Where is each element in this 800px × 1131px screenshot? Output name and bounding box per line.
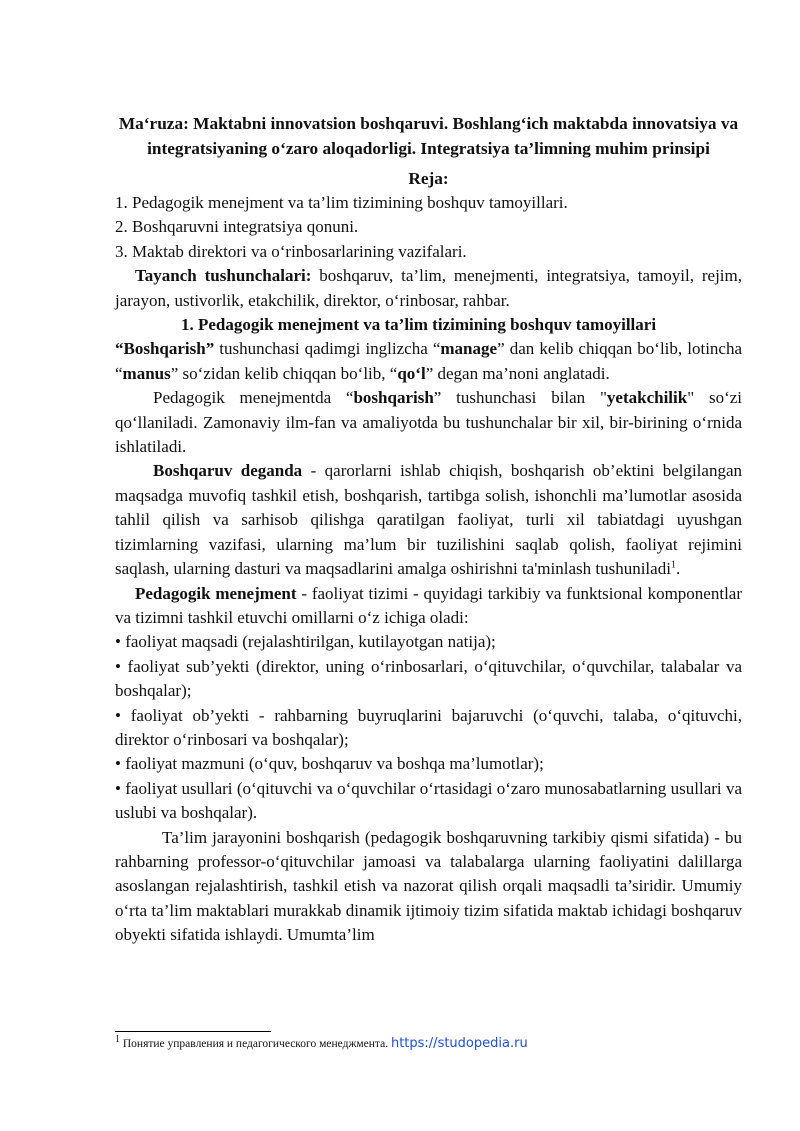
footnote xyxy=(115,1036,528,1052)
footnote-link[interactable]: https://studopedia.ru xyxy=(390,1036,528,1051)
term-qol: qo‘l xyxy=(397,363,426,383)
text-span: ” degan ma’noni anglatadi. xyxy=(425,363,610,383)
text-span: tushunchasi qadimgi inglizcha “ xyxy=(214,339,441,359)
text-span: ” tushunchasi bilan " xyxy=(433,388,607,408)
term-yetakchilik: yetakchilik xyxy=(606,388,688,408)
term-manus: manus xyxy=(122,363,171,383)
text-span: . xyxy=(675,559,681,579)
term-manage: manage xyxy=(440,339,498,359)
bullet-item: • faoliyat sub’yekti (direktor, uning o‘rinbosarlari, o‘qituvchilar, o‘quvchilar, talabalar va boshqalar); xyxy=(115,656,742,701)
plan-item: 1. Pedagogik menejment va ta’lim tizimining boshquv tamoyillari. xyxy=(115,193,568,212)
text-span: " so‘zi qo‘llaniladi. Zamonaviy ilm-fan va amaliyotda bu tushunchalar bir xil, bir-birining o‘rnida ishlatiladi. xyxy=(115,388,742,457)
term-pedagogik-menejment: Pedagogik menejment xyxy=(135,583,297,603)
paragraph-boshqaruv-deganda xyxy=(115,459,742,581)
section-heading: 1. Pedagogik menejment va ta’lim tizimining boshquv tamoyillari xyxy=(181,315,657,335)
bullet-item: • faoliyat mazmuni (o‘quv, boshqaruv va boshqa ma’lumotlar); xyxy=(115,754,544,774)
bullet-item: • faoliyat ob’yekti - rahbarning buyruqlarini bajaruvchi (o‘quvchi, talaba, o‘qituvchi, direktor o‘rinbosari va boshqalar); xyxy=(115,705,742,749)
paragraph-pedagogik-menejment xyxy=(115,582,742,631)
bullet-item: • faoliyat usullari (o‘qituvchi va o‘quvchilar o‘rtasidagi o‘zaro munosabatlarning usullari va uslubi va boshqalar). xyxy=(115,778,742,823)
text-span: ” so‘zidan kelib chiqqan bo‘lib, “ xyxy=(170,363,398,383)
plan-item: 2. Boshqaruvni integratsiya qonuni. xyxy=(115,217,359,237)
paragraph-boshqarish xyxy=(115,337,742,386)
text-span: Pedagogik menejmentda “ xyxy=(153,388,354,408)
paragraph-talim-jarayoni: Ta’lim jarayonini boshqarish (pedagogik boshqaruvning tarkibiy qismi sifatida) - bu rahbarning professor-o‘qituvchilar jamoasi va talabalarga ularning faoliyatini dalillarga asoslangan rejalashtirish, tashkil etish va nazorat qilish orqali maqsadli ta’siridir. Umumiy o‘rta ta’lim maktablari murakkab dinamik ijtimoiy tizim sifatida maktab ichidagi boshqaruv obyekti sifatida ishlaydi. Umumta’lim xyxy=(115,827,742,945)
keywords-text: boshqaruv, ta’lim, menejmenti, integratsiya, tamoyil, rejim, jarayon, ustivorlik, etakchilik, direktor, o‘rinbosar, rahbar. xyxy=(115,266,742,310)
plan-item: 3. Maktab direktori va o‘rinbosarlarining vazifalari. xyxy=(115,241,467,261)
keywords-paragraph xyxy=(115,264,742,313)
footnote-text: Понятие управления и педагогического менеджмента. xyxy=(120,1038,391,1050)
plan-heading: Reja: xyxy=(408,169,449,188)
footnote-mark: 1 xyxy=(115,1034,120,1046)
keywords-label: Tayanch tushunchalari: xyxy=(135,266,312,286)
term-boshqarish: “Boshqarish” xyxy=(115,339,215,359)
text-span: - faoliyat tizimi - quyidagi tarkibiy va funktsional komponentlar va tizimni tashkil etuvchi omillarni o‘z ichiga oladi: xyxy=(115,583,742,627)
text-span: ” dan kelib chiqqan bo‘lib, lotincha “ xyxy=(115,339,743,383)
paragraph-pedagogik-menejmentda xyxy=(115,386,742,459)
page-title: Ma‘ruza: Maktabni innovatsion boshqaruvi. Boshlang‘ich maktabda innovatsiya va integratsiyaning o‘zaro aloqadorligi. Integratsiya ta’limning muhim prinsipi xyxy=(118,114,739,158)
footnote-separator xyxy=(115,1031,271,1032)
term-boshqarish: boshqarish xyxy=(353,388,434,408)
text-span: - qarorlarni ishlab chiqish, boshqarish ob’ektini belgilangan maqsadga muvofiq tashkil etish, boshqarish, tartibga solish, ishonchli ma’lumotlar asosida tahlil qilish va sarhisob qilishga qaratilgan faoliyat, turli xil tabiatdagi uyushgan tizimlarning vazifasi, ularning ma’lum bir tuzilishini saqlab qolish, faoliyat rejimini saqlash, ularning dasturi va maqsadlarini amalga oshirishni ta'minlash tushuniladi xyxy=(115,461,742,579)
footnote-reference[interactable]: 1 xyxy=(670,559,676,571)
document-page xyxy=(115,111,742,948)
term-boshqaruv-deganda: Boshqaruv deganda xyxy=(153,461,303,481)
bullet-item: • faoliyat maqsadi (rejalashtirilgan, kutilayotgan natija); xyxy=(115,632,496,652)
